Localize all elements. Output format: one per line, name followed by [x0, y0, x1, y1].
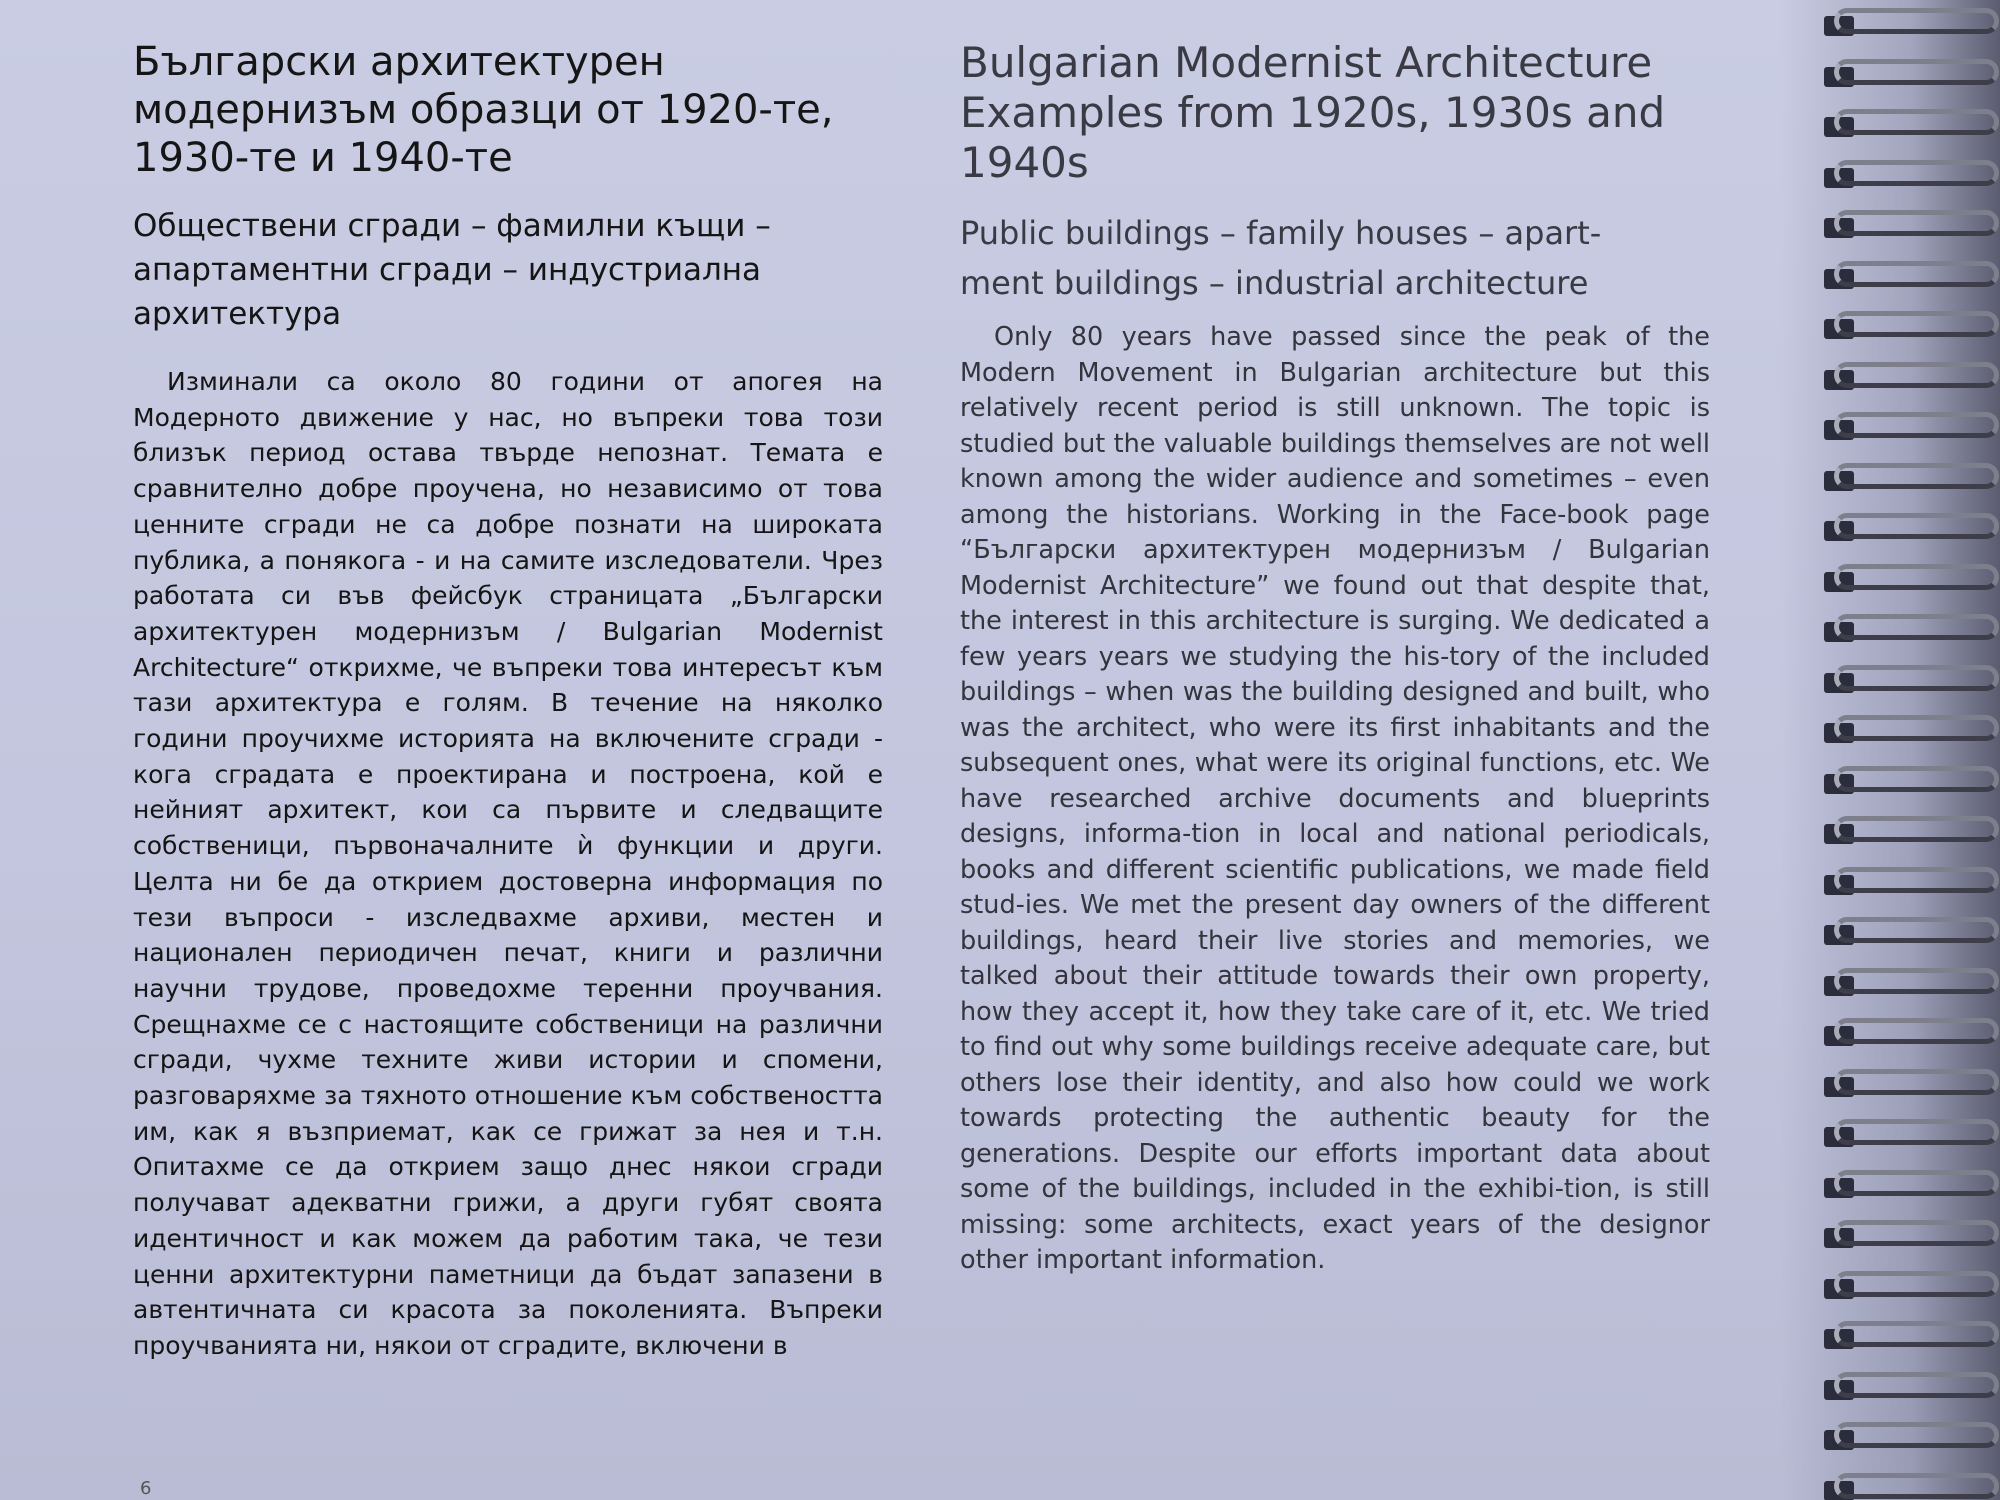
binding-wire	[1834, 311, 1999, 337]
binding-ring	[1820, 309, 1990, 343]
binding-wire	[1834, 1321, 1999, 1347]
english-subtitle-line: Public buildings – family houses – apart-	[960, 214, 1602, 252]
bulgarian-title-line: модернизъм образци от 1920-те,	[133, 87, 834, 133]
binding-ring	[1820, 1269, 1990, 1303]
binding-wire	[1834, 564, 1999, 590]
binding-wire	[1834, 715, 1999, 741]
binding-wire	[1834, 1473, 1999, 1499]
bulgarian-title-line: Български архитектурен	[133, 39, 665, 85]
binding-wire	[1834, 968, 1999, 994]
bulgarian-title	[133, 38, 883, 182]
binding-ring	[1820, 1067, 1990, 1101]
binding-wire	[1834, 109, 1999, 135]
binding-wire	[1834, 1018, 1999, 1044]
binding-ring	[1820, 814, 1990, 848]
binding-wire	[1834, 1119, 1999, 1145]
binding-ring	[1820, 966, 1990, 1000]
english-title-line: 1940s	[960, 138, 1089, 187]
bulgarian-subtitle-line: апартаментни сгради – индустриална	[133, 252, 762, 288]
binding-wire	[1834, 513, 1999, 539]
spiral-binding	[1820, 0, 2000, 1500]
bulgarian-title-line: 1930-те и 1940-те	[133, 135, 513, 181]
binding-wire	[1834, 1422, 1999, 1448]
bulgarian-body-text: Изминали са около 80 години от апогея на Модерното движение у нас, но въпреки това този близък период остава твърде непознат. Темата е сравнително добре проучена, но независимо от това ценните сгради не са добре познати на широката публика, а понякога - и на самите изследователи. Чрез работата си във фейсбук страницата „Български архитектурен модернизъм / Bulgarian Modernist Architecture“ открихме, че въпреки това интересът към тази архитектура е голям. В течение на няколко години проучихме историята на включените сгради - кога сградата е проектирана и построена, кой е нейният архитект, кои са първите и следващите собственици, първоначалните ѝ функции и други. Целта ни бе да открием достоверна информация по тези въпроси - изследвахме архиви, местен и национален периодичен печат, книги и различни научни трудове, проведохме теренни проучвания. Срещнахме се с настоящите собственици на различни сгради, чухме техните живи истории и спомени, разговаряхме за тяхното отношение към собствеността им, как я възприемат, как се грижат за нея и т.н. Опитахме се да открием защо днес някои сгради получават адекватни грижи, а други губят своята идентичност и как можем да работим така, че тези ценни архитектурни паметници да бъдат запазени в автентичната си красота за поколенията. Въпреки проучванията ни, някои от сградите, включени в	[133, 367, 883, 1360]
binding-ring	[1820, 259, 1990, 293]
binding-wire	[1834, 1170, 1999, 1196]
english-column	[960, 38, 1710, 1279]
bulgarian-subtitle-line: Обществени сгради – фамилни къщи –	[133, 208, 771, 244]
binding-ring	[1820, 360, 1990, 394]
binding-ring	[1820, 612, 1990, 646]
binding-ring	[1820, 6, 1990, 40]
binding-ring	[1820, 713, 1990, 747]
binding-ring	[1820, 865, 1990, 899]
binding-wire	[1834, 1069, 1999, 1095]
binding-ring	[1820, 1471, 1990, 1500]
binding-wire	[1834, 614, 1999, 640]
page-number: 6	[140, 1478, 152, 1499]
binding-ring	[1820, 1319, 1990, 1353]
english-subtitle-line: ment buildings – industrial architecture	[960, 264, 1589, 302]
binding-ring	[1820, 461, 1990, 495]
binding-ring	[1820, 208, 1990, 242]
binding-ring	[1820, 915, 1990, 949]
bulgarian-subtitle	[133, 204, 883, 336]
binding-wire	[1834, 59, 1999, 85]
binding-ring	[1820, 107, 1990, 141]
bulgarian-subtitle-line: архитектура	[133, 296, 342, 332]
binding-ring	[1820, 158, 1990, 192]
binding-wire	[1834, 210, 1999, 236]
binding-wire	[1834, 261, 1999, 287]
binding-ring	[1820, 1218, 1990, 1252]
binding-wire	[1834, 362, 1999, 388]
binding-wire	[1834, 8, 1999, 34]
binding-ring	[1820, 410, 1990, 444]
english-subtitle	[960, 208, 1710, 308]
binding-ring	[1820, 1168, 1990, 1202]
binding-ring	[1820, 1117, 1990, 1151]
binding-ring	[1820, 764, 1990, 798]
binding-wire	[1834, 867, 1999, 893]
binding-wire	[1834, 665, 1999, 691]
binding-ring	[1820, 1420, 1990, 1454]
binding-wire	[1834, 1271, 1999, 1297]
binding-wire	[1834, 766, 1999, 792]
binding-wire	[1834, 463, 1999, 489]
binding-ring	[1820, 562, 1990, 596]
binding-ring	[1820, 663, 1990, 697]
english-title-line: Bulgarian Modernist Architecture	[960, 38, 1653, 87]
english-body-text: Only 80 years have passed since the peak of the Modern Movement in Bulgarian architecture but this relatively recent period is still unknown. The topic is studied but the valuable buildings themselves are not well known among the wider audience and sometimes – even among the historians. Working in the Face-book page “Български архитектурен модернизъм / Bulgarian Modernist Architecture” we found out that despite that, the interest in this architecture is surging. We dedicated a few years years we studying the his-tory of the included buildings – when was the building designed and built, who was the architect, who were its first inhabitants and the subsequent ones, what were its original functions, etc. We have researched archive documents and blueprints designs, informa-tion in local and national periodicals, books and different scientific publications, we made field stud-ies. We met the present day owners of the different buildings, heard their live stories and memories, we talked about their attitude towards their own property, how they accept it, how they take care of it, etc. We tried to find out why some buildings receive adequate care, but others lose their identity, and also how could we work towards protecting the authentic beauty for the generations. Despite our efforts important data about some of the buildings, included in the exhibi-tion, is still missing: some architects, exact years of the designor other important information.	[960, 322, 1710, 1275]
bulgarian-column	[133, 38, 883, 1364]
english-title-line: Examples from 1920s, 1930s and	[960, 88, 1666, 137]
binding-ring	[1820, 1370, 1990, 1404]
binding-wire	[1834, 1220, 1999, 1246]
binding-ring	[1820, 1016, 1990, 1050]
binding-wire	[1834, 412, 1999, 438]
english-title	[960, 38, 1710, 188]
binding-wire	[1834, 1372, 1999, 1398]
binding-ring	[1820, 57, 1990, 91]
binding-wire	[1834, 917, 1999, 943]
binding-ring	[1820, 511, 1990, 545]
binding-wire	[1834, 160, 1999, 186]
binding-wire	[1834, 816, 1999, 842]
